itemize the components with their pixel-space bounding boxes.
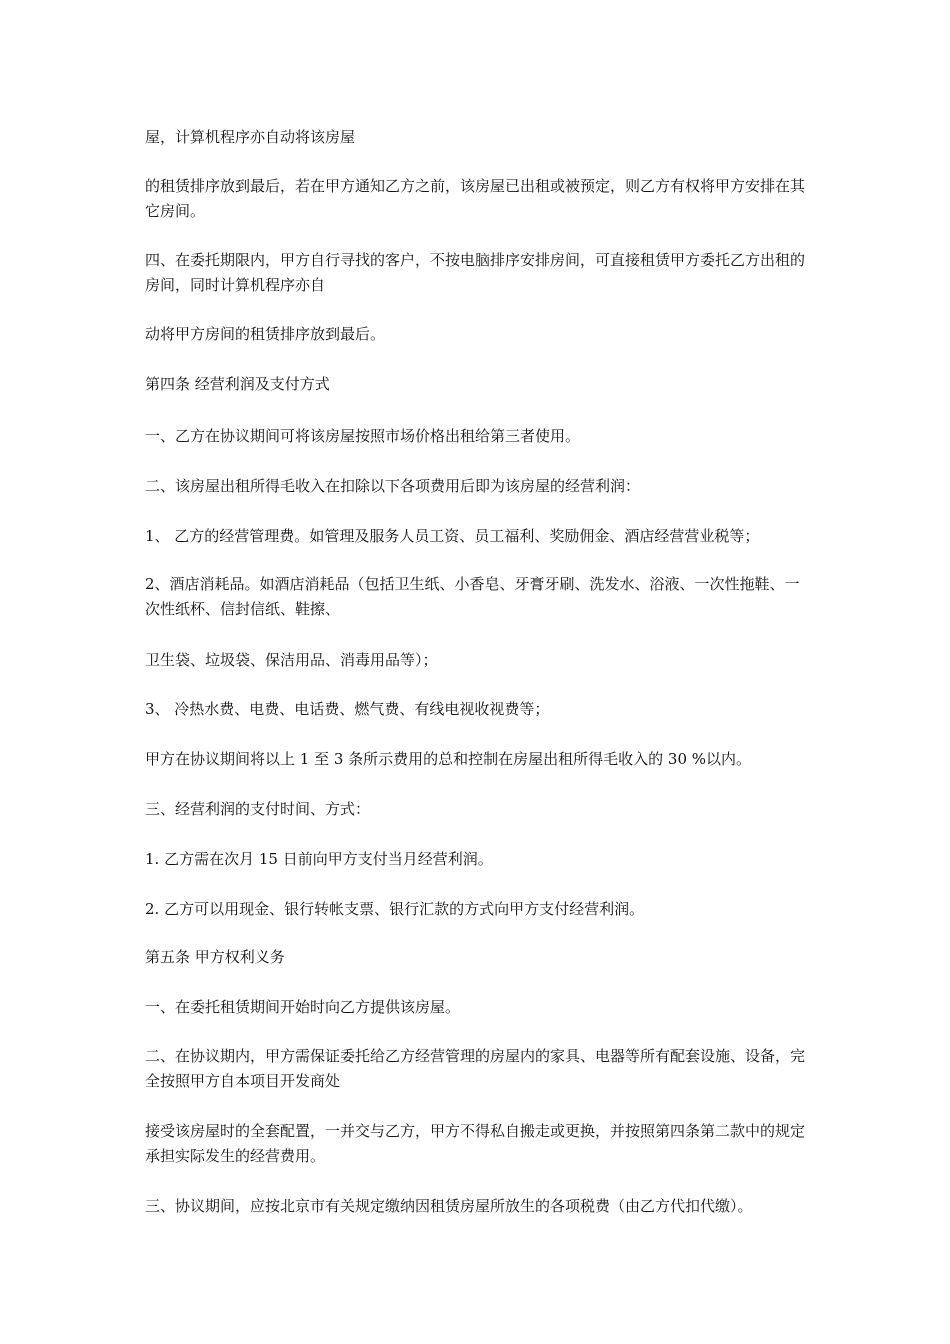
paragraph-10: 卫生袋、垃圾袋、保洁用品、消毒用品等）；: [145, 651, 438, 669]
paragraph-20: 三、协议期间，应按北京市有关规定缴纳因租赁房屋所放生的各项税费（由乙方代扣代缴）。: [145, 1197, 753, 1215]
section-heading-article-4: 第四条 经营利润及支付方式: [145, 375, 330, 393]
paragraph-9: 2、酒店消耗品。如酒店消耗品（包括卫生纸、小香皂、牙膏牙刷、洗发水、浴液、一次性拖鞋、一次性纸杯、信封信纸、鞋擦、: [145, 575, 800, 618]
paragraph-2: 的租赁排序放到最后，若在甲方通知乙方之前，该房屋已出租或被预定，则乙方有权将甲方安排在其它房间。: [145, 177, 806, 220]
paragraph-13: 三、经营利润的支付时间、方式：: [145, 800, 371, 818]
paragraph-8: 1、 乙方的经营管理费。如管理及服务人员工资、员工福利、奖励佣金、酒店经营营业税等；: [145, 527, 760, 545]
section-heading-article-5: 第五条 甲方权利义务: [145, 948, 285, 966]
paragraph-18: 二、在协议期内，甲方需保证委托给乙方经营管理的房屋内的家具、电器等所有配套设施、设备，完全按照甲方自本项目开发商处: [145, 1047, 806, 1090]
paragraph-7: 二、该房屋出租所得毛收入在扣除以下各项费用后即为该房屋的经营利润：: [145, 477, 641, 495]
paragraph-11: 3、 冷热水费、电费、电话费、燃气费、有线电视收视费等；: [145, 700, 550, 718]
paragraph-19: 接受该房屋时的全套配置，一并交与乙方，甲方不得私自搬走或更换，并按照第四条第二款中的规定承担实际发生的经营费用。: [145, 1122, 806, 1165]
paragraph-15: 2. 乙方可以用现金、银行转帐支票、银行汇款的方式向甲方支付经营利润。: [145, 900, 645, 918]
paragraph-4: 动将甲方房间的租赁排序放到最后。: [145, 325, 386, 343]
paragraph-14: 1. 乙方需在次月 15 日前向甲方支付当月经营利润。: [145, 850, 493, 868]
paragraph-1: 屋，计算机程序亦自动将该房屋: [145, 128, 356, 146]
paragraph-17: 一、在委托租赁期间开始时向乙方提供该房屋。: [145, 998, 461, 1016]
paragraph-12: 甲方在协议期间将以上 1 至 3 条所示费用的总和控制在房屋出租所得毛收入的 30 %以内。: [145, 750, 752, 768]
paragraph-6: 一、乙方在协议期间可将该房屋按照市场价格出租给第三者使用。: [145, 427, 581, 445]
paragraph-3: 四、在委托期限内，甲方自行寻找的客户，不按电脑排序安排房间，可直接租赁甲方委托乙方出租的房间，同时计算机程序亦自: [145, 251, 806, 294]
